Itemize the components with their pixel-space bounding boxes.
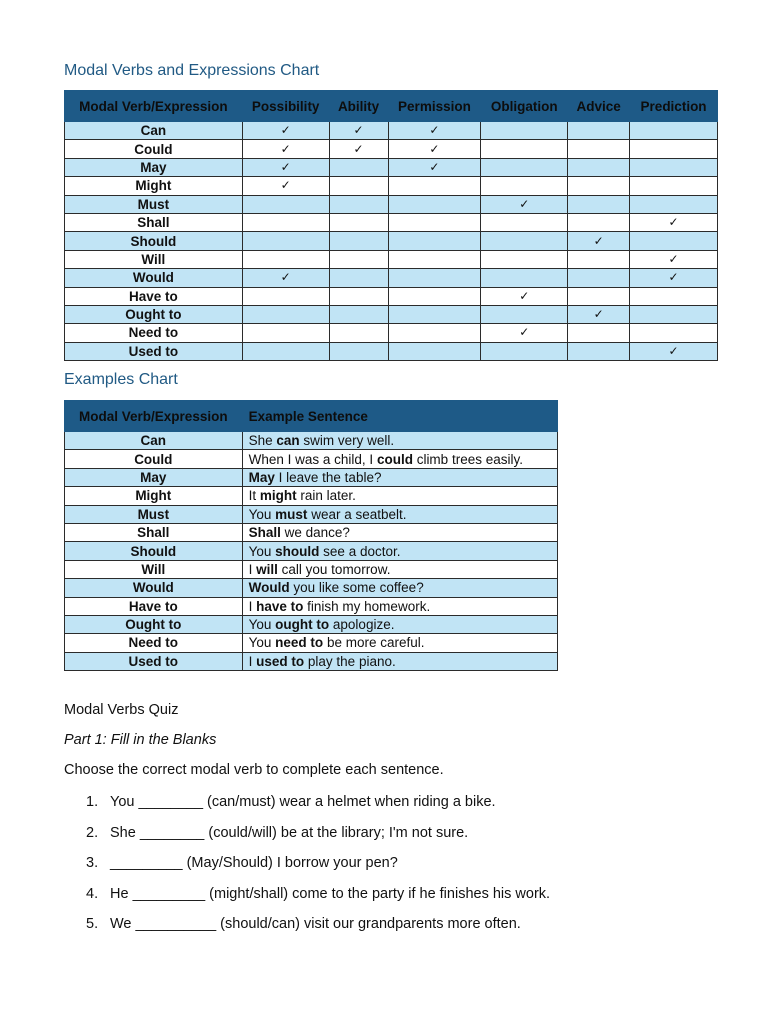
modal-verb-cell: Ought to xyxy=(65,615,243,633)
question-text: _________ (May/Should) I borrow your pen? xyxy=(110,855,398,871)
sentence-text: When I was a child, I xyxy=(248,451,377,467)
empty-cell xyxy=(329,342,388,360)
empty-cell xyxy=(329,232,388,250)
table-row xyxy=(65,487,558,505)
sentence-modal-bold: must xyxy=(275,506,308,522)
empty-cell xyxy=(630,324,718,342)
check-icon: ✓ xyxy=(481,195,568,213)
example-sentence-cell xyxy=(242,542,557,560)
empty-cell xyxy=(388,177,481,195)
sentence-text: She xyxy=(248,433,277,449)
question-text: You ________ (can/must) wear a helmet when riding a bike. xyxy=(110,794,496,810)
modal-verb-cell: Need to xyxy=(65,324,243,342)
empty-cell xyxy=(481,213,568,231)
sentence-modal-bold: ought to xyxy=(275,617,330,633)
sentence-text: we dance? xyxy=(280,525,350,541)
quiz-question xyxy=(64,853,550,884)
empty-cell xyxy=(481,305,568,323)
sentence-text: swim very well. xyxy=(299,433,395,449)
question-number: 3. xyxy=(86,855,99,871)
empty-cell xyxy=(630,232,718,250)
table-row xyxy=(65,652,558,670)
empty-cell xyxy=(242,232,329,250)
empty-cell xyxy=(388,213,481,231)
examples-chart xyxy=(64,400,558,671)
quiz-title: Modal Verbs Quiz xyxy=(64,702,179,718)
header-possibility: Possibility xyxy=(242,91,329,122)
empty-cell xyxy=(568,342,630,360)
empty-cell xyxy=(630,158,718,176)
sentence-text: You xyxy=(248,617,276,633)
header-advice: Advice xyxy=(568,91,630,122)
table-row xyxy=(65,269,718,287)
sentence-text: play the piano. xyxy=(304,653,396,669)
empty-cell xyxy=(329,305,388,323)
sentence-modal-bold: Shall xyxy=(248,525,281,541)
check-icon: ✓ xyxy=(388,122,481,140)
modal-verbs-chart xyxy=(64,90,718,361)
empty-cell xyxy=(630,177,718,195)
empty-cell xyxy=(568,250,630,268)
table-row xyxy=(65,122,718,140)
empty-cell xyxy=(481,140,568,158)
example-sentence-cell xyxy=(242,505,557,523)
quiz-question-list xyxy=(64,792,550,945)
check-icon: ✓ xyxy=(481,287,568,305)
table-row xyxy=(65,177,718,195)
modal-verb-cell: Will xyxy=(65,560,243,578)
modal-verb-cell: Must xyxy=(65,195,243,213)
empty-cell xyxy=(329,250,388,268)
header-example-sentence: Example Sentence xyxy=(242,401,557,432)
sentence-text: It xyxy=(248,488,260,504)
table-row xyxy=(65,615,558,633)
empty-cell xyxy=(329,269,388,287)
empty-cell xyxy=(388,342,481,360)
table-row xyxy=(65,140,718,158)
empty-cell xyxy=(481,232,568,250)
modal-verb-cell: Ought to xyxy=(65,305,243,323)
sentence-text: You xyxy=(248,635,276,651)
empty-cell xyxy=(388,287,481,305)
table-row xyxy=(65,195,718,213)
sentence-text: rain later. xyxy=(296,488,356,504)
sentence-text: be more careful. xyxy=(323,635,425,651)
check-icon: ✓ xyxy=(329,140,388,158)
modal-verb-cell: Need to xyxy=(65,634,243,652)
sentence-text: climb trees easily. xyxy=(412,451,523,467)
question-number: 2. xyxy=(86,824,99,841)
table-row xyxy=(65,560,558,578)
table-row xyxy=(65,324,718,342)
modal-verb-cell: Should xyxy=(65,542,243,560)
sentence-text: wear a seatbelt. xyxy=(307,506,407,522)
table-row xyxy=(65,542,558,560)
empty-cell xyxy=(329,324,388,342)
modal-verb-cell: Might xyxy=(65,177,243,195)
table-row xyxy=(65,634,558,652)
empty-cell xyxy=(388,269,481,287)
modal-chart-title: Modal Verbs and Expressions Chart xyxy=(64,62,320,79)
modal-verb-cell: Could xyxy=(65,450,243,468)
check-icon: ✓ xyxy=(568,305,630,323)
empty-cell xyxy=(329,213,388,231)
empty-cell xyxy=(388,305,481,323)
empty-cell xyxy=(329,287,388,305)
sentence-modal-bold: might xyxy=(259,488,297,504)
empty-cell xyxy=(568,213,630,231)
empty-cell xyxy=(242,195,329,213)
empty-cell xyxy=(242,213,329,231)
header-prediction: Prediction xyxy=(630,91,718,122)
check-icon: ✓ xyxy=(630,213,718,231)
question-number: 1. xyxy=(86,794,99,810)
example-sentence-cell xyxy=(242,432,557,450)
table-row xyxy=(65,342,718,360)
table-row xyxy=(65,579,558,597)
empty-cell xyxy=(388,195,481,213)
sentence-modal-bold: should xyxy=(275,543,320,559)
modal-verb-cell: Should xyxy=(65,232,243,250)
empty-cell xyxy=(568,287,630,305)
modal-verb-cell: May xyxy=(65,468,243,486)
empty-cell xyxy=(568,195,630,213)
table-row xyxy=(65,505,558,523)
sentence-modal-bold: can xyxy=(276,433,300,449)
quiz-question xyxy=(64,884,550,915)
check-icon: ✓ xyxy=(242,158,329,176)
table-row xyxy=(65,450,558,468)
modal-verb-cell: Might xyxy=(65,487,243,505)
modal-verb-cell: Could xyxy=(65,140,243,158)
modal-verb-cell: Have to xyxy=(65,287,243,305)
sentence-modal-bold: could xyxy=(376,451,413,467)
modal-verb-cell: Shall xyxy=(65,523,243,541)
sentence-modal-bold: Would xyxy=(248,580,290,596)
empty-cell xyxy=(568,324,630,342)
example-sentence-cell xyxy=(242,487,557,505)
table-row xyxy=(65,287,718,305)
modal-chart-body xyxy=(65,122,718,361)
table-row xyxy=(65,523,558,541)
sentence-text: finish my homework. xyxy=(303,598,431,614)
sentence-modal-bold: will xyxy=(256,561,278,577)
sentence-text: I xyxy=(248,598,257,614)
empty-cell xyxy=(630,122,718,140)
example-sentence-cell xyxy=(242,560,557,578)
check-icon: ✓ xyxy=(630,250,718,268)
check-icon: ✓ xyxy=(568,232,630,250)
header-obligation: Obligation xyxy=(481,91,568,122)
quiz-question xyxy=(64,823,550,854)
modal-verb-cell: Would xyxy=(65,269,243,287)
empty-cell xyxy=(242,342,329,360)
quiz-instructions: Choose the correct modal verb to complete each sentence. xyxy=(64,762,444,778)
modal-verb-cell: Must xyxy=(65,505,243,523)
sentence-text: I leave the table? xyxy=(274,469,382,485)
question-number: 5. xyxy=(86,916,99,932)
check-icon: ✓ xyxy=(329,122,388,140)
example-sentence-cell xyxy=(242,597,557,615)
chart-header-row xyxy=(65,91,718,122)
check-icon: ✓ xyxy=(481,324,568,342)
header-modal-verb: Modal Verb/Expression xyxy=(65,401,243,432)
empty-cell xyxy=(388,232,481,250)
header-modal-verb: Modal Verb/Expression xyxy=(65,91,243,122)
table-row xyxy=(65,232,718,250)
check-icon: ✓ xyxy=(630,269,718,287)
sentence-text: see a doctor. xyxy=(319,543,401,559)
sentence-text: I xyxy=(248,653,257,669)
sentence-modal-bold: used to xyxy=(256,653,305,669)
header-permission: Permission xyxy=(388,91,481,122)
header-ability: Ability xyxy=(329,91,388,122)
question-number: 4. xyxy=(86,885,99,902)
modal-verb-cell: Will xyxy=(65,250,243,268)
question-text: We __________ (should/can) visit our grandparents more often. xyxy=(110,916,521,932)
empty-cell xyxy=(568,158,630,176)
quiz-part-heading: Part 1: Fill in the Blanks xyxy=(64,732,217,748)
empty-cell xyxy=(481,250,568,268)
empty-cell xyxy=(329,158,388,176)
modal-verb-cell: Used to xyxy=(65,652,243,670)
modal-verb-cell: May xyxy=(65,158,243,176)
table-row xyxy=(65,432,558,450)
table-row xyxy=(65,597,558,615)
table-row xyxy=(65,158,718,176)
empty-cell xyxy=(481,342,568,360)
sentence-text: I xyxy=(248,561,257,577)
example-sentence-cell xyxy=(242,450,557,468)
check-icon: ✓ xyxy=(388,140,481,158)
empty-cell xyxy=(242,250,329,268)
check-icon: ✓ xyxy=(242,140,329,158)
empty-cell xyxy=(388,250,481,268)
quiz-question xyxy=(64,792,550,823)
check-icon: ✓ xyxy=(242,122,329,140)
sentence-modal-bold: May xyxy=(248,469,275,485)
sentence-modal-bold: need to xyxy=(275,635,324,651)
empty-cell xyxy=(481,158,568,176)
empty-cell xyxy=(568,177,630,195)
example-sentence-cell xyxy=(242,523,557,541)
empty-cell xyxy=(242,287,329,305)
table-row xyxy=(65,468,558,486)
example-sentence-cell xyxy=(242,615,557,633)
empty-cell xyxy=(242,324,329,342)
empty-cell xyxy=(481,177,568,195)
check-icon: ✓ xyxy=(630,342,718,360)
table-row xyxy=(65,213,718,231)
sentence-text: you like some coffee? xyxy=(289,580,424,596)
empty-cell xyxy=(568,140,630,158)
example-sentence-cell xyxy=(242,652,557,670)
table-row xyxy=(65,305,718,323)
question-text: He _________ (might/shall) come to the party if he finishes his work. xyxy=(110,885,551,902)
empty-cell xyxy=(568,122,630,140)
quiz-question xyxy=(64,914,550,945)
examples-chart-body xyxy=(65,432,558,671)
examples-header-row xyxy=(65,401,558,432)
empty-cell xyxy=(630,287,718,305)
sentence-modal-bold: have to xyxy=(256,598,304,614)
empty-cell xyxy=(388,324,481,342)
empty-cell xyxy=(329,177,388,195)
example-sentence-cell xyxy=(242,468,557,486)
modal-verb-cell: Have to xyxy=(65,597,243,615)
modal-verb-cell: Shall xyxy=(65,213,243,231)
examples-chart-title: Examples Chart xyxy=(64,371,178,388)
empty-cell xyxy=(630,140,718,158)
empty-cell xyxy=(481,269,568,287)
modal-verb-cell: Can xyxy=(65,432,243,450)
check-icon: ✓ xyxy=(388,158,481,176)
modal-verb-cell: Used to xyxy=(65,342,243,360)
modal-verb-cell: Can xyxy=(65,122,243,140)
sentence-text: apologize. xyxy=(329,617,395,633)
sentence-text: call you tomorrow. xyxy=(277,561,391,577)
sentence-text: You xyxy=(248,543,276,559)
empty-cell xyxy=(630,195,718,213)
empty-cell xyxy=(481,122,568,140)
question-text: She ________ (could/will) be at the library; I'm not sure. xyxy=(110,824,469,841)
modal-verb-cell: Would xyxy=(65,579,243,597)
empty-cell xyxy=(242,305,329,323)
empty-cell xyxy=(568,269,630,287)
example-sentence-cell xyxy=(242,579,557,597)
check-icon: ✓ xyxy=(242,269,329,287)
empty-cell xyxy=(329,195,388,213)
empty-cell xyxy=(630,305,718,323)
example-sentence-cell xyxy=(242,634,557,652)
check-icon: ✓ xyxy=(242,177,329,195)
table-row xyxy=(65,250,718,268)
sentence-text: You xyxy=(248,506,276,522)
